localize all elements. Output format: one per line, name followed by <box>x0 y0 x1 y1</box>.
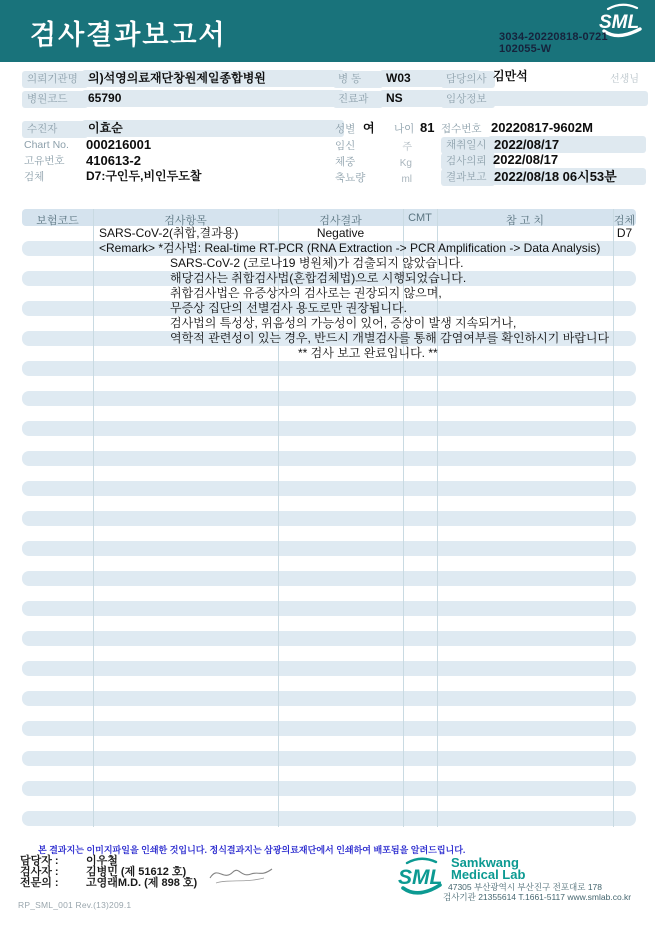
staff-role: 검사자 : <box>20 866 59 878</box>
table-row <box>22 421 636 436</box>
value-report-date: 2022/08/18 06시53분 <box>488 168 646 185</box>
page-title: 검사결과보고서 <box>30 20 227 50</box>
table-row <box>22 436 636 451</box>
lab-name-line1: Samkwang <box>451 855 519 870</box>
value-requesting-org: 의)석영의료재단창원제일종합병원 <box>82 70 344 87</box>
result-remark-line: 무증상 집단의 선별검사 용도로만 권장됩니다. <box>170 301 407 315</box>
label-ward: 병 동 <box>333 71 383 88</box>
label-sex: 성별 <box>335 123 356 135</box>
table-row <box>22 496 636 511</box>
lab-name-line2: Medical Lab <box>451 867 526 882</box>
col-header-test-result: 검사결과 <box>319 215 362 227</box>
result-value: Negative <box>316 226 365 240</box>
result-specimen: D7 <box>616 226 633 240</box>
staff-role: 담당자 : <box>20 855 59 867</box>
table-row <box>22 706 636 721</box>
unit-kg: Kg <box>399 158 412 169</box>
lab-registration: 검사기관 21355614 T.1661-5117 www.smlab.co.kr <box>443 892 632 902</box>
staff-role: 전문의 : <box>20 877 59 889</box>
table-row <box>22 541 636 556</box>
table-row <box>22 661 636 676</box>
staff-name-manager: 이우철 <box>86 855 118 867</box>
label-patient-name: 수진자 <box>22 121 88 138</box>
table-row <box>22 481 636 496</box>
value-request-date: 2022/08/17 <box>493 152 559 167</box>
table-row <box>22 691 636 706</box>
table-row <box>22 616 636 631</box>
col-header-reference: 참 고 치 <box>506 215 544 227</box>
table-row <box>22 646 636 661</box>
table-row <box>22 601 636 616</box>
label-doctor: 담당의사 <box>441 71 495 88</box>
table-row <box>22 511 636 526</box>
label-department: 진료과 <box>333 91 383 108</box>
label-urine-volume: 축뇨량 <box>335 172 366 184</box>
value-clinical-info <box>490 91 648 106</box>
lab-address: 47305 부산광역시 부산진구 전포대로 178 <box>448 882 603 892</box>
svg-text:SML: SML <box>599 12 640 33</box>
label-request-date: 검사의뢰 <box>441 153 495 170</box>
column-divider <box>93 209 94 827</box>
table-row <box>22 451 636 466</box>
label-clinical-info: 임상정보 <box>441 91 495 108</box>
col-header-specimen: 검체 <box>613 215 636 227</box>
result-remark-line: SARS-CoV-2 (코로나19 병원체)가 검출되지 않았습니다. <box>170 256 464 270</box>
column-divider <box>613 209 614 827</box>
table-row <box>22 586 636 601</box>
value-chart-no: 000216001 <box>86 137 152 152</box>
value-sex: 여 <box>363 121 375 135</box>
table-row <box>22 781 636 796</box>
col-header-test-item: 검사항목 <box>164 215 207 227</box>
label-receipt-no: 접수번호 <box>441 123 482 135</box>
value-age: 81 <box>420 120 435 135</box>
table-row <box>22 766 636 781</box>
value-doctor-honorific: 선생님 <box>610 74 639 85</box>
result-remark-line: 역학적 관련성이 있는 경우, 반드시 개별검사를 통해 감염여부를 확인하시기 바랍니다 <box>170 331 610 345</box>
table-row <box>22 796 636 811</box>
report-number-line1: 3034-20220818-0721 <box>499 31 608 43</box>
label-weight: 체중 <box>335 156 356 168</box>
label-pregnancy: 임신 <box>335 140 356 152</box>
table-row <box>22 736 636 751</box>
result-remark-line: <Remark> *검사법: Real-time RT-PCR (RNA Extraction -> PCR Amplification -> Data Analysis) <box>99 241 601 255</box>
value-receipt-no: 20220817-9602M <box>491 120 593 135</box>
table-row <box>22 376 636 391</box>
signature-scribble <box>206 861 278 892</box>
print-disclaimer: 본 결과지는 이미지파일을 인쇄한 것입니다. 정식결과지는 삼광의료재단에서 인쇄하여 배포됨을 알려드립니다. <box>38 845 466 855</box>
unit-weeks: 주 <box>402 142 412 153</box>
report-number-line2: 102055-W <box>499 43 552 55</box>
col-header-insurance-code: 보험코드 <box>36 215 79 227</box>
document-code: RP_SML_001 Rev.(13)209.1 <box>18 900 132 910</box>
value-unique-no: 410613-2 <box>86 153 141 168</box>
label-specimen: 검체 <box>24 171 45 183</box>
column-divider <box>437 209 438 827</box>
result-remark-line: 해당검사는 취합검사법(혼합검체법)으로 시행되었습니다. <box>170 271 467 285</box>
label-report-date: 결과보고 <box>441 169 495 186</box>
table-row <box>22 556 636 571</box>
label-collection-date: 채취일시 <box>441 137 495 154</box>
value-department: NS <box>380 90 480 107</box>
result-item: SARS-CoV-2(취합,결과용) <box>99 226 239 240</box>
label-chart-no: Chart No. <box>24 139 69 151</box>
value-patient-name: 이효순 <box>82 120 344 137</box>
result-remark-line: 취합검사법은 유증상자의 검사로는 권장되지 않으며, <box>170 286 442 300</box>
result-remark-line: 검사법의 특성상, 위음성의 가능성이 있어, 증상이 발생 지속되거나, <box>170 316 517 330</box>
report-number <box>499 31 608 55</box>
sml-footer-logo <box>394 854 448 902</box>
table-row <box>22 526 636 541</box>
value-specimen: D7:구인두,비인두도찰 <box>86 169 202 183</box>
result-remark-line: ** 검사 보고 완료입니다. ** <box>298 346 438 360</box>
staff-name-technician: 김병민 (제 51612 호) <box>86 866 187 878</box>
value-hospital-code: 65790 <box>82 90 344 107</box>
staff-name-specialist: 고영래M.D. (제 898 호) <box>86 877 198 889</box>
table-row <box>22 631 636 646</box>
unit-ml: ml <box>401 174 412 185</box>
table-row <box>22 406 636 421</box>
label-requesting-org: 의뢰기관명 <box>22 71 88 88</box>
table-row <box>22 721 636 736</box>
table-row <box>22 811 636 826</box>
col-header-cmt: CMT <box>408 212 432 224</box>
label-age: 나이 <box>394 123 415 135</box>
report-header-band <box>0 0 655 62</box>
value-doctor: 김만석 <box>493 69 528 83</box>
table-row <box>22 676 636 691</box>
value-ward: W03 <box>380 70 480 87</box>
label-unique-no: 고유번호 <box>24 155 65 167</box>
table-row <box>22 571 636 586</box>
label-hospital-code: 병원코드 <box>22 91 88 108</box>
svg-text:SML: SML <box>398 866 443 889</box>
table-row <box>22 391 636 406</box>
table-row <box>22 751 636 766</box>
value-collection-date: 2022/08/17 <box>488 136 646 153</box>
table-row <box>22 361 636 376</box>
table-row <box>22 466 636 481</box>
